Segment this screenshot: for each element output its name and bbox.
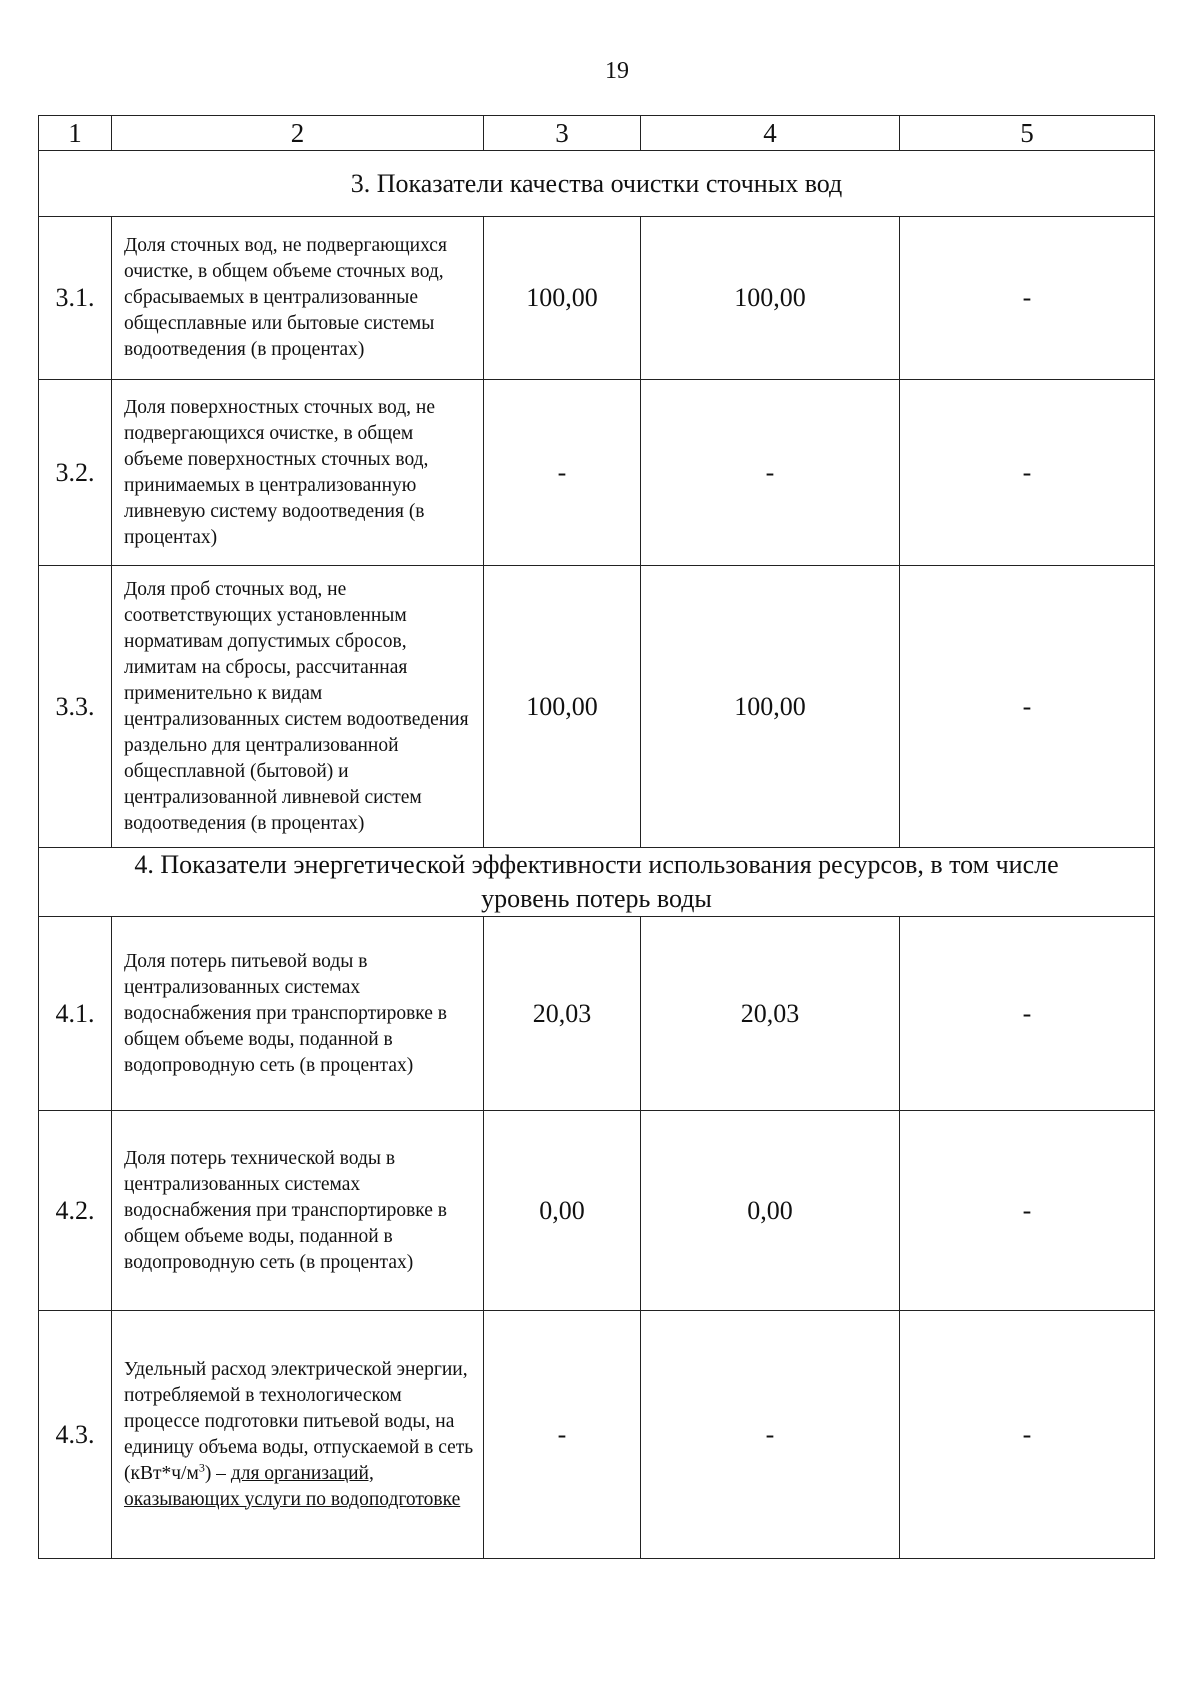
table-row bbox=[39, 566, 1155, 848]
underlined-note: для организаций, оказывающих услуги по водоподготовке bbox=[124, 1462, 461, 1510]
table-row bbox=[39, 380, 1155, 566]
value-col-5: - bbox=[900, 380, 1155, 566]
row-number: 4.2. bbox=[39, 1111, 112, 1311]
value-col-4: 0,00 bbox=[641, 1111, 900, 1311]
page-number: 19 bbox=[605, 58, 629, 84]
value-col-4: 100,00 bbox=[641, 217, 900, 380]
table-header-row bbox=[39, 116, 1155, 151]
row-number: 4.3. bbox=[39, 1311, 112, 1559]
column-header-3: 3 bbox=[484, 116, 641, 151]
row-description: Доля проб сточных вод, не соответствующих установленным нормативам допустимых сбросов, лимитам на сбросы, рассчитанная применительно к видам централизованных систем водоотведения раздельно для централизованной общесплавной (бытовой) и централизованной ливневой систем водоотведения (в процентах) bbox=[112, 566, 484, 848]
superscript-exponent: 3 bbox=[198, 1460, 205, 1474]
value-col-3: 100,00 bbox=[484, 566, 641, 848]
value-col-3: 20,03 bbox=[484, 917, 641, 1111]
column-header-2: 2 bbox=[112, 116, 484, 151]
value-col-4: 100,00 bbox=[641, 566, 900, 848]
indicators-table bbox=[38, 115, 1155, 1559]
column-header-1: 1 bbox=[39, 116, 112, 151]
value-col-5: - bbox=[900, 1111, 1155, 1311]
value-col-5: - bbox=[900, 917, 1155, 1111]
value-col-3: - bbox=[484, 1311, 641, 1559]
value-col-4: - bbox=[641, 380, 900, 566]
value-col-3: - bbox=[484, 380, 641, 566]
row-description bbox=[112, 1311, 484, 1559]
table-row bbox=[39, 917, 1155, 1111]
value-col-4: 20,03 bbox=[641, 917, 900, 1111]
column-header-4: 4 bbox=[641, 116, 900, 151]
value-col-3: 0,00 bbox=[484, 1111, 641, 1311]
value-col-5: - bbox=[900, 566, 1155, 848]
row-number: 4.1. bbox=[39, 917, 112, 1111]
row-description: Доля потерь технической воды в централизованных системах водоснабжения при транспортировке в общем объеме воды, поданной в водопроводную сеть (в процентах) bbox=[112, 1111, 484, 1311]
row-description: Доля сточных вод, не подвергающихся очистке, в общем объеме сточных вод, сбрасываемых в централизованные общесплавные или бытовые системы водоотведения (в процентах) bbox=[112, 217, 484, 380]
row-number: 3.3. bbox=[39, 566, 112, 848]
description-text-mid: ) – bbox=[204, 1462, 231, 1484]
section-3-title: 3. Показатели качества очистки сточных вод bbox=[39, 151, 1155, 217]
column-header-5: 5 bbox=[900, 116, 1155, 151]
value-col-4: - bbox=[641, 1311, 900, 1559]
value-col-5: - bbox=[900, 217, 1155, 380]
table-row bbox=[39, 1311, 1155, 1559]
row-description: Доля потерь питьевой воды в централизованных системах водоснабжения при транспортировке в общем объеме воды, поданной в водопроводную сеть (в процентах) bbox=[112, 917, 484, 1111]
table-row bbox=[39, 217, 1155, 380]
value-col-5: - bbox=[900, 1311, 1155, 1559]
value-col-3: 100,00 bbox=[484, 217, 641, 380]
row-description: Доля поверхностных сточных вод, не подвергающихся очистке, в общем объеме поверхностных сточных вод, принимаемых в централизованную ливневую систему водоотведения (в процентах) bbox=[112, 380, 484, 566]
section-heading-row bbox=[39, 848, 1155, 917]
section-4-title: 4. Показатели энергетической эффективности использования ресурсов, в том числе уровень потерь воды bbox=[39, 848, 1155, 917]
table-row bbox=[39, 1111, 1155, 1311]
row-number: 3.2. bbox=[39, 380, 112, 566]
description-text: Удельный расход электрической энергии, потребляемой в технологическом процессе подготовки питьевой воды, на единицу объема воды, отпускаемой в сеть (кВт*ч/м bbox=[124, 1358, 474, 1484]
row-number: 3.1. bbox=[39, 217, 112, 380]
section-heading-row bbox=[39, 151, 1155, 217]
